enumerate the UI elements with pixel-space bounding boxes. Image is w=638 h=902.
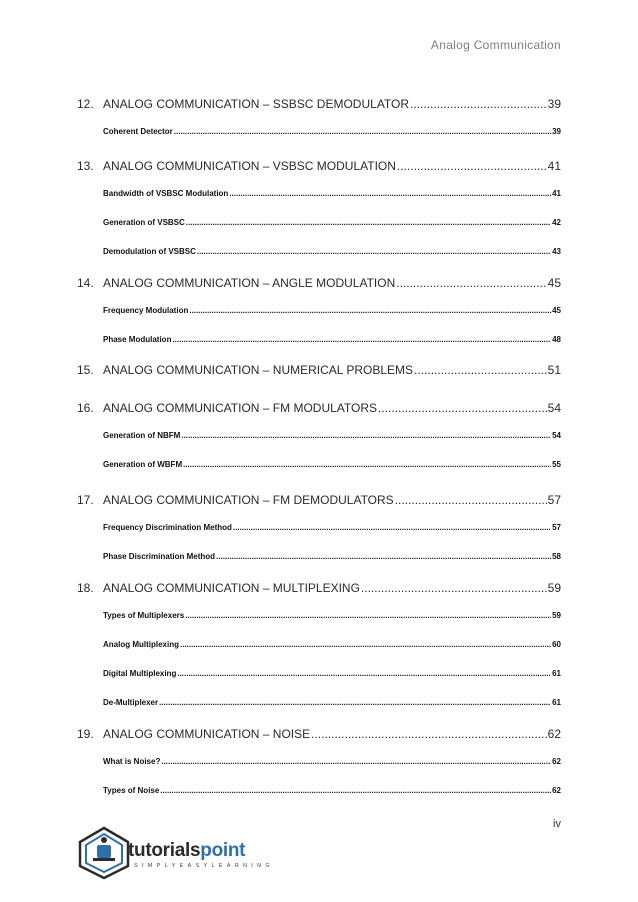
running-header: Analog Communication: [430, 38, 561, 52]
toc-section-entry[interactable]: [77, 189, 561, 198]
chapter-title: ANALOG COMMUNICATION – MULTIPLEXING: [103, 581, 360, 595]
toc-section-entry[interactable]: [77, 552, 561, 561]
section-page-number: 48: [552, 335, 561, 344]
chapter-title: ANALOG COMMUNICATION – NOISE: [103, 727, 311, 741]
chapter-number: 14.: [77, 276, 94, 290]
dot-leader: [161, 757, 551, 766]
section-title: Phase Discrimination Method: [103, 552, 216, 561]
toc-chapter-entry[interactable]: [77, 276, 561, 290]
toc-section-entry[interactable]: [77, 306, 561, 315]
dot-leader: [180, 640, 551, 649]
dot-leader: [172, 335, 551, 344]
toc-section-entry[interactable]: [77, 218, 561, 227]
section-page-number: 41: [552, 189, 561, 198]
chapter-page-number: 54: [547, 401, 561, 415]
chapter-number: 19.: [77, 727, 94, 741]
section-page-number: 57: [552, 523, 561, 532]
toc-chapter-entry[interactable]: [77, 581, 561, 595]
section-title: Frequency Discrimination Method: [103, 523, 232, 532]
section-title: Digital Multiplexing: [103, 669, 177, 678]
toc-chapter-entry[interactable]: [77, 401, 561, 415]
chapter-number: 13.: [77, 159, 94, 173]
chapter-number: 15.: [77, 363, 94, 377]
section-title: What is Noise?: [103, 757, 161, 766]
dot-leader: [229, 189, 551, 198]
section-page-number: 60: [552, 640, 561, 649]
dot-leader: [177, 669, 551, 678]
section-title: Generation of WBFM: [103, 460, 183, 469]
toc-section-entry[interactable]: [77, 460, 561, 469]
section-page-number: 45: [552, 306, 561, 315]
chapter-title: ANALOG COMMUNICATION – FM MODULATORS: [103, 401, 378, 415]
section-title: Generation of VSBSC: [103, 218, 185, 227]
toc-section-entry[interactable]: [77, 247, 561, 256]
chapter-title: ANALOG COMMUNICATION – ANGLE MODULATION: [103, 276, 396, 290]
section-title: Types of Multiplexers: [103, 611, 185, 620]
dot-leader: [395, 493, 547, 507]
chapter-number: 16.: [77, 401, 94, 415]
chapter-title: ANALOG COMMUNICATION – NUMERICAL PROBLEMS: [103, 363, 414, 377]
section-page-number: 43: [552, 247, 561, 256]
toc-section-entry[interactable]: [77, 127, 561, 136]
section-page-number: 62: [552, 757, 561, 766]
dot-leader: [396, 276, 546, 290]
dot-leader: [189, 306, 551, 315]
section-title: Frequency Modulation: [103, 306, 189, 315]
dot-leader: [186, 218, 551, 227]
section-title: Generation of NBFM: [103, 431, 181, 440]
dot-leader: [159, 698, 551, 707]
chapter-title: ANALOG COMMUNICATION – SSBSC DEMODULATOR: [103, 97, 410, 111]
dot-leader: [181, 431, 551, 440]
toc-section-entry[interactable]: [77, 757, 561, 766]
logo-word-point: point: [200, 840, 246, 861]
section-title: De-Multiplexer: [103, 698, 159, 707]
chapter-page-number: 57: [547, 493, 561, 507]
section-page-number: 58: [552, 552, 561, 561]
tutorialspoint-logo: [76, 826, 276, 880]
dot-leader: [233, 523, 551, 532]
dot-leader: [410, 97, 547, 111]
section-title: Demodulation of VSBSC: [103, 247, 196, 256]
chapter-page-number: 59: [547, 581, 561, 595]
toc-chapter-entry[interactable]: [77, 159, 561, 173]
section-title: Coherent Detector: [103, 127, 173, 136]
chapter-title: ANALOG COMMUNICATION – FM DEMODULATORS: [103, 493, 394, 507]
chapter-title: ANALOG COMMUNICATION – VSBSC MODULATION: [103, 159, 396, 173]
dot-leader: [361, 581, 547, 595]
toc-chapter-entry[interactable]: [77, 493, 561, 507]
chapter-page-number: 51: [547, 363, 561, 377]
section-page-number: 42: [552, 218, 561, 227]
dot-leader: [185, 611, 551, 620]
toc-section-entry[interactable]: [77, 698, 561, 707]
dot-leader: [311, 727, 547, 741]
chapter-page-number: 62: [547, 727, 561, 741]
tutorialspoint-logo-icon: [76, 826, 132, 880]
toc-chapter-entry[interactable]: [77, 727, 561, 741]
toc-section-entry[interactable]: [77, 669, 561, 678]
section-title: Analog Multiplexing: [103, 640, 179, 649]
toc-chapter-entry[interactable]: [77, 363, 561, 377]
section-page-number: 59: [552, 611, 561, 620]
section-page-number: 61: [552, 698, 561, 707]
toc-section-entry[interactable]: [77, 523, 561, 532]
toc-section-entry[interactable]: [77, 640, 561, 649]
dot-leader: [174, 127, 551, 136]
chapter-number: 17.: [77, 493, 94, 507]
dot-leader: [378, 401, 547, 415]
chapter-number: 12.: [77, 97, 94, 111]
toc-section-entry[interactable]: [77, 786, 561, 795]
section-title: Bandwidth of VSBSC Modulation: [103, 189, 229, 198]
section-page-number: 61: [552, 669, 561, 678]
page-number: iv: [553, 818, 561, 830]
section-page-number: 54: [552, 431, 561, 440]
dot-leader: [160, 786, 551, 795]
section-page-number: 55: [552, 460, 561, 469]
dot-leader: [183, 460, 551, 469]
section-page-number: 39: [552, 127, 561, 136]
toc-section-entry[interactable]: [77, 431, 561, 440]
toc-section-entry[interactable]: [77, 335, 561, 344]
section-title: Phase Modulation: [103, 335, 172, 344]
section-title: Types of Noise: [103, 786, 160, 795]
logo-tagline: SIMPLYEASYLEARNING: [134, 863, 274, 869]
toc-chapter-entry[interactable]: [77, 97, 561, 111]
chapter-page-number: 45: [547, 276, 561, 290]
toc-section-entry[interactable]: [77, 611, 561, 620]
dot-leader: [397, 159, 547, 173]
chapter-page-number: 39: [547, 97, 561, 111]
dot-leader: [414, 363, 547, 377]
logo-wordmark: [128, 840, 245, 862]
dot-leader: [197, 247, 551, 256]
chapter-number: 18.: [77, 581, 94, 595]
chapter-page-number: 41: [547, 159, 561, 173]
dot-leader: [216, 552, 551, 561]
section-page-number: 62: [552, 786, 561, 795]
logo-word-tutorials: tutorials: [128, 840, 201, 861]
